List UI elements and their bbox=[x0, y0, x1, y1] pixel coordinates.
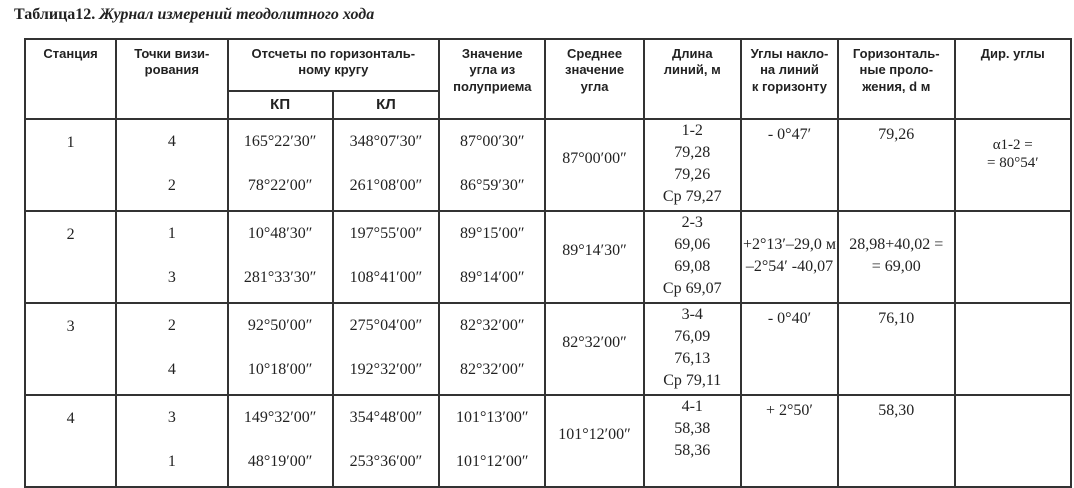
header-sighting-points: Точки визи- рования bbox=[116, 39, 227, 119]
horizontal-distance-value: 76,10 bbox=[878, 310, 915, 327]
sighting-point: 2 bbox=[167, 177, 176, 194]
station-value: 2 bbox=[66, 226, 75, 243]
kp-reading-cell bbox=[228, 211, 333, 303]
sighting-point-list bbox=[117, 212, 226, 300]
line-length-value: 58,38 bbox=[674, 420, 711, 437]
half-angle-value-list bbox=[440, 304, 544, 392]
horizontal-distance-value: 58,30 bbox=[878, 402, 915, 419]
direction-angle-list bbox=[956, 120, 1071, 172]
mean-angle-cell bbox=[545, 395, 643, 487]
sighting-point: 3 bbox=[167, 269, 176, 286]
inclination-value: + 2°50′ bbox=[766, 402, 813, 419]
inclination-cell bbox=[741, 211, 838, 303]
half-angle-value-cell bbox=[439, 119, 545, 211]
mean-angle-cell bbox=[545, 119, 643, 211]
kl-reading: 261°08′00″ bbox=[349, 177, 423, 194]
sighting-point: 1 bbox=[167, 225, 176, 242]
direction-angle-list bbox=[956, 396, 1071, 412]
line-length-value: Ср 79,27 bbox=[662, 188, 722, 205]
horizontal-distance-list bbox=[839, 396, 953, 422]
half-angle-value: 101°13′00″ bbox=[456, 409, 529, 426]
header-inclination: Углы накло- на линий к горизонту bbox=[741, 39, 838, 119]
line-length-list bbox=[645, 212, 740, 300]
kl-reading: 192°32′00″ bbox=[349, 361, 423, 378]
half-angle-value-list bbox=[440, 120, 544, 208]
kl-reading-list bbox=[334, 396, 438, 484]
inclination-value: - 0°47′ bbox=[767, 126, 812, 143]
line-length-value: 76,09 bbox=[674, 328, 711, 345]
horizontal-distance-cell bbox=[838, 119, 954, 211]
inclination-cell bbox=[741, 119, 838, 211]
inclination-list bbox=[742, 396, 837, 422]
station-cell bbox=[25, 303, 116, 395]
horizontal-distance-value: 79,26 bbox=[878, 126, 915, 143]
half-angle-value: 86°59′30″ bbox=[460, 177, 525, 194]
horizontal-distance-list bbox=[839, 304, 953, 330]
station-cell bbox=[25, 119, 116, 211]
header-direction-angles: Дир. углы bbox=[955, 39, 1072, 119]
kl-reading-cell bbox=[333, 395, 439, 487]
sighting-point-cell bbox=[116, 211, 227, 303]
kp-reading: 165°22′30″ bbox=[243, 133, 317, 150]
horizontal-distance-cell bbox=[838, 303, 954, 395]
line-length-value: Ср 69,07 bbox=[662, 280, 722, 297]
kl-reading-list bbox=[334, 120, 438, 208]
horizontal-distance-list bbox=[839, 120, 953, 146]
kp-reading-cell bbox=[228, 119, 333, 211]
horizontal-distance-cell bbox=[838, 211, 954, 303]
header-kp: КП bbox=[228, 91, 333, 119]
half-angle-value: 89°14′00″ bbox=[460, 269, 525, 286]
header-station: Станция bbox=[25, 39, 116, 119]
line-length-value: 69,08 bbox=[674, 258, 711, 275]
kl-reading-cell bbox=[333, 119, 439, 211]
sighting-point: 4 bbox=[167, 361, 176, 378]
sighting-point-cell bbox=[116, 395, 227, 487]
kp-reading: 149°32′00″ bbox=[243, 409, 317, 426]
sighting-point: 4 bbox=[167, 133, 176, 150]
mean-angle-value: 82°32′00″ bbox=[562, 334, 627, 351]
station-cell bbox=[25, 211, 116, 303]
mean-angle-value: 101°12′00″ bbox=[558, 426, 631, 443]
header-mean-angle: Среднее значение угла bbox=[545, 39, 643, 119]
inclination-value: +2°13′–29,0 м bbox=[742, 236, 836, 253]
direction-angle-value: = 80°54′ bbox=[987, 155, 1039, 171]
kl-reading: 348°07′30″ bbox=[349, 133, 423, 150]
table-row bbox=[25, 395, 1071, 487]
line-length-value: Ср 79,11 bbox=[663, 372, 722, 389]
sighting-point: 2 bbox=[167, 317, 176, 334]
mean-angle-value: 87°00′00″ bbox=[562, 150, 627, 167]
kp-reading: 10°18′00″ bbox=[247, 361, 313, 378]
kl-reading: 108°41′00″ bbox=[349, 269, 423, 286]
sighting-point-cell bbox=[116, 303, 227, 395]
kl-reading-cell bbox=[333, 303, 439, 395]
kl-reading-cell bbox=[333, 211, 439, 303]
kl-reading-list bbox=[334, 304, 438, 392]
header-circle-readings: Отсчеты по горизонталь- ному кругу bbox=[228, 39, 440, 91]
line-length-list bbox=[645, 120, 740, 208]
line-length-list bbox=[645, 396, 740, 462]
line-length-value: 76,13 bbox=[674, 350, 711, 367]
mean-angle-cell bbox=[545, 303, 643, 395]
inclination-list bbox=[742, 212, 837, 278]
kl-reading: 354°48′00″ bbox=[349, 409, 423, 426]
kp-reading-cell bbox=[228, 303, 333, 395]
direction-angle-cell bbox=[955, 211, 1072, 303]
direction-angle-value: α1-2 = bbox=[992, 137, 1033, 153]
sighting-point: 1 bbox=[167, 453, 176, 470]
kp-reading: 10°48′30″ bbox=[247, 225, 313, 242]
line-length-value: 4-1 bbox=[681, 398, 703, 415]
half-angle-value-cell bbox=[439, 303, 545, 395]
table-row bbox=[25, 303, 1071, 395]
inclination-value: - 0°40′ bbox=[767, 310, 812, 327]
station-cell bbox=[25, 395, 116, 487]
line-length-value: 2-3 bbox=[681, 214, 703, 231]
line-length-cell bbox=[644, 395, 741, 487]
half-angle-value: 89°15′00″ bbox=[460, 225, 525, 242]
line-length-value: 58,36 bbox=[674, 442, 711, 459]
kp-reading: 48°19′00″ bbox=[247, 453, 313, 470]
kp-reading-list bbox=[229, 396, 332, 484]
half-angle-value-cell bbox=[439, 395, 545, 487]
inclination-cell bbox=[741, 303, 838, 395]
station-value: 1 bbox=[66, 134, 75, 151]
line-length-cell bbox=[644, 211, 741, 303]
sighting-point-cell bbox=[116, 119, 227, 211]
inclination-value: –2°54′ -40,07 bbox=[745, 258, 834, 275]
line-length-cell bbox=[644, 119, 741, 211]
horizontal-distance-list bbox=[839, 212, 953, 278]
horizontal-distance-value: = 69,00 bbox=[871, 258, 921, 275]
half-angle-value-list bbox=[440, 396, 544, 484]
mean-angle-value: 89°14′30″ bbox=[562, 242, 627, 259]
sighting-point-list bbox=[117, 120, 226, 208]
direction-angle-cell bbox=[955, 395, 1072, 487]
horizontal-distance-value: 28,98+40,02 = bbox=[849, 236, 944, 253]
caption-number: Таблица12. bbox=[14, 6, 96, 23]
kl-reading-list bbox=[334, 212, 438, 300]
kp-reading: 78°22′00″ bbox=[247, 177, 313, 194]
half-angle-value: 101°12′00″ bbox=[456, 453, 529, 470]
table-caption bbox=[14, 6, 374, 24]
half-angle-value: 87°00′30″ bbox=[460, 133, 525, 150]
inclination-list bbox=[742, 120, 837, 146]
inclination-cell bbox=[741, 395, 838, 487]
header-kl: КЛ bbox=[333, 91, 439, 119]
line-length-cell bbox=[644, 303, 741, 395]
inclination-list bbox=[742, 304, 837, 330]
kp-reading-list bbox=[229, 120, 332, 208]
half-angle-value-list bbox=[440, 212, 544, 300]
direction-angle-cell bbox=[955, 303, 1072, 395]
table-row bbox=[25, 211, 1071, 303]
header-line-length: Длина линий, м bbox=[644, 39, 741, 119]
kp-reading: 92°50′00″ bbox=[247, 317, 313, 334]
sighting-point-list bbox=[117, 396, 226, 484]
direction-angle-list bbox=[956, 212, 1071, 228]
kl-reading: 253°36′00″ bbox=[349, 453, 423, 470]
kp-reading-list bbox=[229, 212, 332, 300]
sighting-point-list bbox=[117, 304, 226, 392]
half-angle-value: 82°32′00″ bbox=[460, 317, 525, 334]
header-half-angle: Значение угла из полуприема bbox=[439, 39, 545, 119]
line-length-value: 1-2 bbox=[681, 122, 703, 139]
line-length-value: 3-4 bbox=[681, 306, 703, 323]
caption-title: Журнал измерений теодолитного хода bbox=[99, 6, 375, 23]
sighting-point: 3 bbox=[167, 409, 176, 426]
horizontal-distance-cell bbox=[838, 395, 954, 487]
kl-reading: 275°04′00″ bbox=[349, 317, 423, 334]
direction-angle-cell bbox=[955, 119, 1072, 211]
measurement-journal-table bbox=[24, 38, 1072, 488]
kp-reading: 281°33′30″ bbox=[243, 269, 317, 286]
kp-reading-cell bbox=[228, 395, 333, 487]
line-length-value: 79,28 bbox=[674, 144, 711, 161]
table-row bbox=[25, 119, 1071, 211]
half-angle-value: 82°32′00″ bbox=[460, 361, 525, 378]
half-angle-value-cell bbox=[439, 211, 545, 303]
kl-reading: 197°55′00″ bbox=[349, 225, 423, 242]
mean-angle-cell bbox=[545, 211, 643, 303]
line-length-list bbox=[645, 304, 740, 392]
line-length-value: 69,06 bbox=[674, 236, 711, 253]
kp-reading-list bbox=[229, 304, 332, 392]
line-length-value: 79,26 bbox=[674, 166, 711, 183]
direction-angle-list bbox=[956, 304, 1071, 320]
station-value: 3 bbox=[66, 318, 75, 335]
header-horizontal-distance: Горизонталь- ные проло- жения, d м bbox=[838, 39, 954, 119]
station-value: 4 bbox=[66, 410, 75, 427]
